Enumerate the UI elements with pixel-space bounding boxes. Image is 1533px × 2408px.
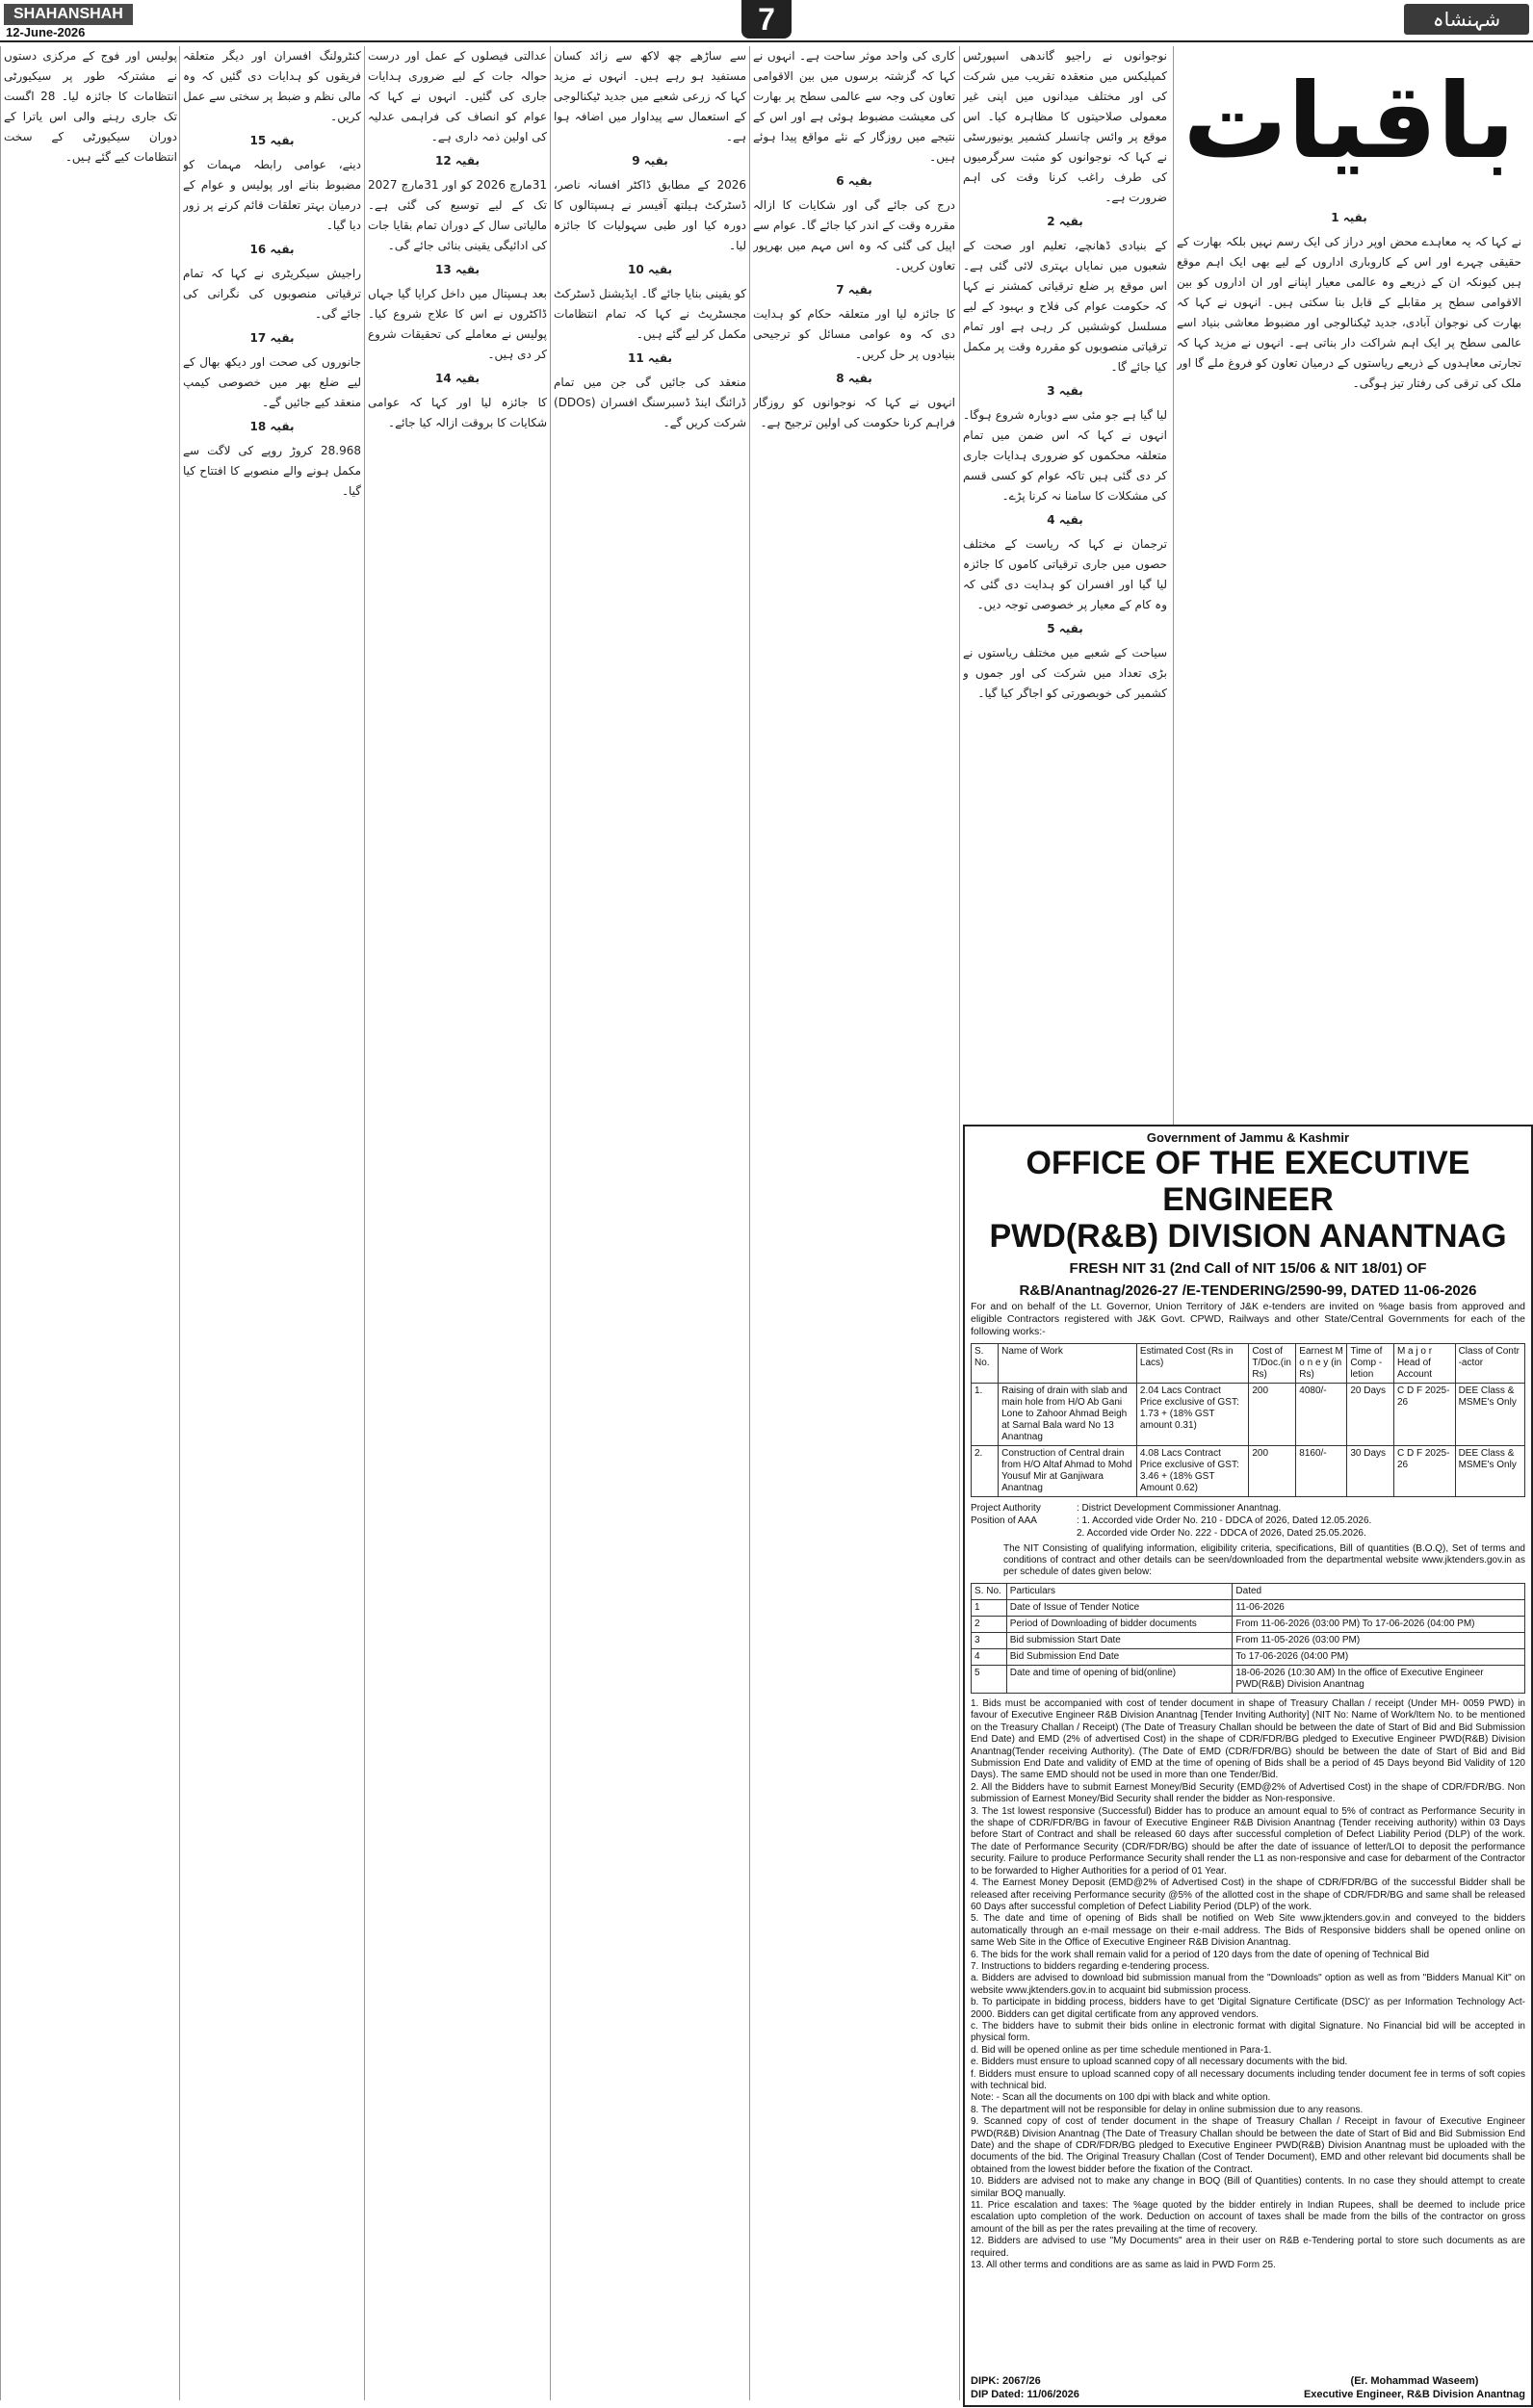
continuation-heading: بقیہ 9: [632, 154, 668, 168]
condition-item: f. Bidders must ensure to upload scanned copy of all necessary documents including tender document fee in terms of soft copies with technical bid.: [971, 2068, 1525, 2091]
continuation-heading: بقیہ 5: [1047, 622, 1083, 635]
authority-value: : District Development Commissioner Anantnag.: [1077, 1503, 1282, 1514]
schedule-cell: 2: [972, 1617, 1007, 1633]
continuation-heading: بقیہ 13: [435, 263, 480, 276]
article-text: نے کہا کہ یہ معاہدے محض اوپر دراز کی ایک رسم نہیں بلکہ بھارت کے حقیقی چہرے اور اس کے کاروباری اداروں کے لیے بھی ایک اہم موقع ہیں کیونکہ ان کے ذریعے وہ عالمی معیار اپنانے اور ان اداروں کو بین الاقوامی سطح پر مقابلے کے قابل بنا سکتی ہیں۔ انہوں نے کہا کہ بھارت کی نوجوان آبادی، جدید ٹیکنالوجی اور مضبوط معاشی بنیاد اسے عالمی سطح پر ایک اہم شراکت دار بناتی ہے۔ انہوں نے مزید کہا کہ تجارتی معاہدوں کے ذریعے ریاستوں کے درمیان تعاون کو فروغ ملے گا اور ملک کی ترقی کی رفتار تیز ہوگی۔: [1177, 235, 1521, 390]
schedule-cell: To 17-06-2026 (04:00 PM): [1233, 1649, 1525, 1666]
continuation-heading: بقیہ 4: [1047, 513, 1083, 527]
continuation-heading: بقیہ 8: [836, 372, 872, 385]
article-text: جانوروں کی صحت اور دیکھ بھال کے لیے ضلع بھر میں خصوصی کیمپ منعقد کیے جائیں گے۔: [183, 355, 361, 409]
conditions-list: [965, 1696, 1531, 2274]
continuation-heading: بقیہ 3: [1047, 384, 1083, 398]
article-text: درج کی جائے گی اور شکایات کا ازالہ مقررہ وقت کے اندر کیا جائے گا۔ عوام سے اپیل کی گئی کہ وہ اس مہم میں بھرپور تعاون کریں۔: [753, 198, 955, 272]
works-cell: DEE Class & MSME's Only: [1455, 1446, 1524, 1497]
schedule-cell: Date and time of opening of bid(online): [1006, 1666, 1233, 1694]
schedule-header-cell: Dated: [1233, 1584, 1525, 1600]
table-row: [972, 1666, 1525, 1694]
notice-division: PWD(R&B) DIVISION ANANTNAG: [989, 1218, 1507, 1255]
works-cell: 1.: [972, 1384, 999, 1446]
condition-item: 6. The bids for the work shall remain valid for a period of 120 days from the date of opening of Technical Bid: [971, 1949, 1430, 1960]
masthead-logo: شہنشاہ: [1404, 4, 1529, 35]
works-cell: DEE Class & MSME's Only: [1455, 1384, 1524, 1446]
works-cell: 2.: [972, 1446, 999, 1497]
article-text: انہوں نے کہا کہ نوجوانوں کو روزگار فراہم کرنا حکومت کی اولین ترجیح ہے۔: [753, 396, 955, 429]
article-text: دینے، عوامی رابطہ مہمات کو مضبوط بنانے اور پولیس و عوام کے درمیان بہتر تعلقات قائم کرنے پر زور دیا گیا۔: [183, 158, 361, 232]
section-title: باقیات: [1182, 62, 1516, 182]
column-divider: [0, 46, 1, 2400]
article-text: سیاحت کے شعبے میں مختلف ریاستوں نے بڑی تعداد میں شرکت کی اور جموں و کشمیر کی خوبصورتی کو اجاگر کیا گیا۔: [963, 646, 1167, 700]
table-row: [972, 1633, 1525, 1649]
works-cell: 200: [1249, 1446, 1296, 1497]
notice-fresh-nit: FRESH NIT 31 (2nd Call of NIT 15/06 & NIT 18/01) OF: [1069, 1260, 1427, 1277]
continuation-heading: بقیہ 17: [249, 331, 295, 345]
schedule-cell: 5: [972, 1666, 1007, 1694]
table-row: [972, 1446, 1525, 1497]
paper-name: SHAHANSHAH: [4, 4, 133, 25]
schedule-header-cell: S. No.: [972, 1584, 1007, 1600]
condition-item: 8. The department will not be responsible for delay in online submission due to any reasons.: [971, 2104, 1364, 2115]
signatory-name: (Er. Mohammad Waseem): [1350, 2375, 1479, 2387]
works-table: [971, 1343, 1525, 1497]
continuation-heading: بقیہ 10: [628, 263, 672, 276]
page-header: [0, 0, 1533, 42]
news-column: [554, 46, 746, 2400]
column-divider: [550, 46, 551, 2400]
schedule-cell: Bid submission Start Date: [1006, 1633, 1233, 1649]
notice-reference: R&B/Anantnag/2026-27 /E-TENDERING/2590-99, DATED 11-06-2026: [1019, 1282, 1477, 1299]
condition-item: 1. Bids must be accompanied with cost of tender document in shape of Treasury Challan / receipt (Under MH- 0059 PWD) in favour of Executive Engineer R&B Division Anantnag [Tender Inviting Authority] (NIT No: Name of Work/Item No. to be mentioned on the Treasury Challan / Receipt) (The Date of Treasury Challan should be between the date of Start of Bid and Bid Submission End Date) and EMD (2% of advertised Cost) in the shape of CDR/FDR/BG pledged to Executive Engineer PWD(R&B) Division Anantnag(Tender receiving Authority). (The Date of EMD (CDR/FDR/BG) should be between the date of Start of Bid and Bid Submission End Date and validity of EMD at the time of opening of Bids shall be a period of 45 Days beyond Bid Validity of 120 Days). The same EMD should not be used in more than one Tender/Bid.: [971, 1698, 1525, 1781]
column-divider: [749, 46, 750, 2400]
table-row: [972, 1649, 1525, 1666]
schedule-cell: 18-06-2026 (10:30 AM) In the office of Executive Engineer PWD(R&B) Division Anantnag: [1233, 1666, 1525, 1694]
news-column: [183, 46, 361, 2400]
dip-date: DIP Dated: 11/06/2026: [971, 2389, 1079, 2400]
continuation-heading: بقیہ 2: [1047, 215, 1083, 228]
article-text: منعقد کی جائیں گی جن میں تمام ڈرائنگ اینڈ ڈسبرسنگ افسران (DDOs) شرکت کریں گے۔: [554, 375, 746, 429]
position-value: : 1. Accorded vide Order No. 210 - DDCA of 2026, Dated 12.05.2026.: [1077, 1515, 1372, 1526]
article-text: کنٹرولنگ افسران اور دیگر متعلقہ فریقوں کو ہدایات دی گئیں کہ وہ مالی نظم و ضبط پر سختی سے عمل کریں۔: [183, 49, 361, 123]
schedule-cell: Date of Issue of Tender Notice: [1006, 1600, 1233, 1617]
article-text: پولیس اور فوج کے مرکزی دستوں نے مشترکہ طور پر سیکیورٹی انتظامات کا جائزہ لیا۔ 28 اگست تک جاری رہنے والی اس یاترا کے دوران سیکیورٹی کے سخت انتظامات کیے گئے ہیں۔: [4, 49, 177, 164]
condition-item: 9. Scanned copy of cost of tender document in the shape of Treasury Challan / Receipt in favour of Executive Engineer PWD(R&B) Division Anantnag (The Date of Treasury Challan should be between the date of Start of Bid and Bid Submission End Date) and the shape of CDR/FDR/BG pledged to Executive Engineer PWD(R&B) Division Anantnag must be uploaded with the documents of the bid. The Original Treasury Challan (Cost of Tender Document), EMD and other relevant bid documents shall be obtained from the lowest bidder before the fixation of the Contract.: [971, 2116, 1525, 2175]
schedule-table: [971, 1583, 1525, 1694]
signatory-title: Executive Engineer, R&B Division Anantnag: [1303, 2389, 1525, 2400]
notice-intro: For and on behalf of the Lt. Governor, Union Territory of J&K e-tenders are invited on %age basis from approved and eligible Contractors registered with J&K Govt. CPWD, Railways and other State/Central Governments for each of the following works:-: [971, 1301, 1525, 1337]
condition-item: Note: - Scan all the documents on 100 dpi with black and white option.: [971, 2092, 1271, 2104]
news-column: [368, 46, 547, 2400]
continuation-heading: بقیہ 15: [249, 134, 295, 147]
news-column: [753, 46, 955, 2400]
notice-office: OFFICE OF THE EXECUTIVE ENGINEER: [1026, 1145, 1470, 1218]
schedule-cell: 1: [972, 1600, 1007, 1617]
schedule-cell: 3: [972, 1633, 1007, 1649]
condition-item: 7. Instructions to bidders regarding e-tendering process.: [971, 1960, 1209, 1972]
continuation-heading: بقیہ 12: [435, 154, 480, 168]
news-column: [4, 46, 177, 2400]
article-text: بعد ہسپتال میں داخل کرایا گیا جہاں ڈاکٹروں نے اس کا علاج شروع کیا۔ پولیس نے معاملے کی تحقیقات شروع کر دی ہیں۔: [368, 287, 547, 361]
works-header-cell: Earnest M o n e y (in Rs): [1296, 1344, 1347, 1384]
works-cell: Construction of Central drain from H/O Altaf Ahmad to Mohd Yousuf Mir at Ganjiwara Anantnag: [999, 1446, 1137, 1497]
article-text: 28.968 کروڑ روپے کی لاگت سے مکمل ہونے والے منصوبے کا افتتاح کیا گیا۔: [183, 444, 361, 498]
condition-item: c. The bidders have to submit their bids online in electronic format with digital Signature. No Financial bid will be accepted in physical form.: [971, 2020, 1525, 2044]
article-text: ترجمان نے کہا کہ ریاست کے مختلف حصوں میں جاری ترقیاتی کاموں کا جائزہ لیا گیا اور افسران کو ہدایت دی گئی کہ وہ کام کے معیار پر خصوصی توجہ دیں۔: [963, 537, 1167, 611]
column-divider: [364, 46, 365, 2400]
condition-item: 5. The date and time of opening of Bids shall be notified on Web Site www.jktenders.gov.in and conveyed to the bidders automatically through an e-mail message on their e-mail address. The Bids of Responsive bidders shall be opened online on same Web Site in the Office of Executive Engineer R&B Division Anantnag.: [971, 1913, 1525, 1949]
condition-item: 2. All the Bidders have to submit Earnest Money/Bid Security (EMD@2% of Advertised Cost) in the shape of CDR/FDR/BG. Non submission of Earnest Money/Bid Security shall render the bidder as Non-responsive.: [971, 1781, 1525, 1805]
column-divider: [959, 46, 960, 2400]
works-cell: C D F 2025-26: [1393, 1446, 1455, 1497]
condition-item: 3. The 1st lowest responsive (Successful) Bidder has to produce an amount equal to 5% of contract as Performance Security in the shape of CDR/FDR/BG in favour of Executive Engineer R&B Division Anantnag (Tender receiving authority) within 03 Days before Start of Contract and shall be released 60 days after successful completion of Defect Liability Period (DLP) of the work. The date of Performance Security (CDR/FDR/BG) should be after the date of issuance of letter/LOI to deposit the performance security. Failure to produce Performance Security shall render the L1 as non-responsive and case for debarment of the Contractor to be forwarded to Higher Authorities for a period of 01 Year.: [971, 1805, 1525, 1877]
works-header-cell: M a j o r Head of Account: [1393, 1344, 1455, 1384]
condition-item: b. To participate in bidding process, bidders have to get 'Digital Signature Certificate (DSC)' as per Information Technology Act-2000. Bidders can get digital certificate from any approved vendors.: [971, 1997, 1525, 2020]
works-cell: Raising of drain with slab and main hole from H/O Ab Gani Lone to Zahoor Ahmad Beigh at Sarnal Bala ward No 13 Anantnag: [999, 1384, 1137, 1446]
schedule-table-header: [972, 1584, 1525, 1600]
nit-paragraph: The NIT Consisting of qualifying information, eligibility criteria, specifications, Bill of quantities (B.O.Q), Set of terms and conditions of contract and other details can be seen/downloaded from the departmental website www.jktenders.gov.in as per schedule of dates given below:: [1003, 1543, 1525, 1577]
authority-label: Project Authority: [971, 1503, 1041, 1514]
schedule-cell: Period of Downloading of bidder documents: [1006, 1617, 1233, 1633]
table-row: [972, 1384, 1525, 1446]
works-table-header: [972, 1344, 1525, 1384]
schedule-cell: 11-06-2026: [1233, 1600, 1525, 1617]
works-cell: 200: [1249, 1384, 1296, 1446]
continuation-heading: بقیہ 16: [249, 243, 295, 256]
table-row: [972, 1617, 1525, 1633]
article-text: نوجوانوں نے راجیو گاندھی اسپورٹس کمپلیکس میں منعقدہ تقریب میں شرکت کی اور مختلف میدانوں میں اپنی غیر معمولی صلاحیتوں کا مظاہرہ کیا۔ اس موقع پر وائس چانسلر کشمیر یونیورسٹی نے کہا کہ نوجوانوں کو مثبت سرگرمیوں کی طرف راغب کرنا وقت کی اہم ضرورت ہے۔: [963, 49, 1167, 204]
news-column: [963, 46, 1167, 1118]
works-cell: 4.08 Lacs Contract Price exclusive of GST: 3.46 + (18% GST Amount 0.62): [1136, 1446, 1248, 1497]
works-cell: C D F 2025-26: [1393, 1384, 1455, 1446]
position-label: Position of AAA: [971, 1515, 1037, 1526]
issue-date: 12-June-2026: [6, 25, 86, 39]
works-cell: 30 Days: [1347, 1446, 1394, 1497]
schedule-header-cell: Particulars: [1006, 1584, 1233, 1600]
article-text: کا جائزہ لیا اور کہا کہ عوامی شکایات کا بروقت ازالہ کیا جائے۔: [368, 396, 547, 429]
works-header-cell: Class of Contr -actor: [1455, 1344, 1524, 1384]
schedule-cell: Bid Submission End Date: [1006, 1649, 1233, 1666]
schedule-cell: From 11-05-2026 (03:00 PM): [1233, 1633, 1525, 1649]
article-text: کے بنیادی ڈھانچے، تعلیم اور صحت کے شعبوں میں نمایاں بہتری لائی گئی ہے۔ اس موقع پر ضلع ترقیاتی کمشنر نے کہا کہ حکومت عوام کی فلاح و بہبود کے لیے مسلسل کوششیں کر رہی ہے اور تمام ترقیاتی منصوبوں کو مقررہ وقت پر مکمل کیا جائے گا۔: [963, 239, 1167, 374]
condition-item: 12. Bidders are advised to use "My Documents" area in their user on R&B e-Tendering portal to store such documents as are required.: [971, 2236, 1525, 2259]
works-cell: 20 Days: [1347, 1384, 1394, 1446]
article-text: راجیش سیکریٹری نے کہا کہ تمام ترقیاتی منصوبوں کی نگرانی کی جائے گی۔: [183, 267, 361, 321]
article-text: عدالتی فیصلوں کے عمل اور درست حوالہ جات کے لیے ضروری ہدایات جاری کی گئیں۔ انہوں نے کہا کہ عوام کو انصاف کی فراہمی عدلیہ کی اولین ذمہ داری ہے۔: [368, 49, 547, 143]
article-text: لیا گیا ہے جو مئی سے دوبارہ شروع ہوگا۔ انہوں نے کہا کہ اس ضمن میں تمام متعلقہ محکموں کو ضروری ہدایات جاری کر دی گئی ہیں تاکہ عوام کو کسی قسم کی مشکلات کا سامنا نہ کرنا پڑے۔: [963, 408, 1167, 503]
article-text: 2026 کے مطابق ڈاکٹر افسانہ ناصر، ڈسٹرکٹ ہیلتھ آفیسر نے ہسپتالوں کا دورہ کیا اور طبی سہولیات کا جائزہ لیا۔: [554, 178, 746, 252]
header-rule: [0, 40, 1533, 42]
works-header-cell: Cost of T/Doc.(in Rs): [1249, 1344, 1296, 1384]
works-header-cell: S. No.: [972, 1344, 999, 1384]
article-text: سے ساڑھے چھ لاکھ سے زائد کسان مستفید ہو رہے ہیں۔ انہوں نے مزید کہا کہ زرعی شعبے میں جدید ٹیکنالوجی کے استعمال سے پیداوار میں اضافہ ہوا ہے۔: [554, 49, 746, 143]
dipk-number: DIPK: 2067/26: [971, 2375, 1041, 2387]
works-header-cell: Estimated Cost (Rs in Lacs): [1136, 1344, 1248, 1384]
article-text: 31مارچ 2026 کو اور 31مارچ 2027 تک کے لیے توسیع کی گئی ہے۔ مالیاتی سال کے دوران تمام بقایا جات کی ادائیگی یقینی بنائی جائے گی۔: [368, 178, 547, 252]
continuation-heading: بقیہ 18: [249, 420, 295, 433]
works-cell: 4080/-: [1296, 1384, 1347, 1446]
continuation-heading: بقیہ 7: [836, 283, 872, 297]
notice-footer: [971, 2374, 1525, 2401]
condition-item: 13. All other terms and conditions are as same as laid in PWD Form 25.: [971, 2260, 1276, 2271]
works-cell: 2.04 Lacs Contract Price exclusive of GST: 1.73 + (18% GST amount 0.31): [1136, 1384, 1248, 1446]
tender-notice: [963, 1125, 1533, 2407]
continuation-heading: بقیہ 14: [435, 372, 480, 385]
continuation-heading: بقیہ 1: [1331, 211, 1367, 224]
condition-item: 4. The Earnest Money Deposit (EMD@2% of Advertised Cost) in the shape of CDR/FDR/BG of the successful Bidder shall be released after receiving Performance security @5% of the allotted cost in the shape of CDR/FDR/BG and same shall be released 60 Days after successful completion of Defect Liability Period (DLP) of the work.: [971, 1877, 1525, 1912]
table-row: [972, 1600, 1525, 1617]
article-text: کاری کی واحد موثر ساحت ہے۔ انہوں نے کہا کہ گزشتہ برسوں میں بین الاقوامی تعاون کی وجہ سے عالمی سطح پر بھارت کی معیشت مضبوط ہوئی ہے اور اس کے نتیجے میں روزگار کے نئے مواقع پیدا ہوئے ہیں۔: [753, 49, 955, 164]
continuation-heading: بقیہ 11: [628, 351, 672, 365]
column-divider: [179, 46, 180, 2400]
continuation-heading: بقیہ 6: [836, 174, 872, 188]
condition-item: d. Bid will be opened online as per time schedule mentioned in Para-1.: [971, 2044, 1272, 2056]
condition-item: 10. Bidders are advised not to make any change in BOQ (Bill of Quantities) contents. In no case they should attempt to create similar BOQ manually.: [971, 2176, 1525, 2199]
condition-item: a. Bidders are advised to download bid submission manual from the "Downloads" option as well as from "Bidders Manual Kit" on website www.jktenders.gov.in to acquaint bid submission process.: [971, 1973, 1525, 1996]
notice-government: Government of Jammu & Kashmir: [1146, 1130, 1350, 1145]
condition-item: 11. Price escalation and taxes: The %age quoted by the bidder entirely in Indian Rupees, shall be deemed to include price escalation upto completion of the work. Deduction on account of taxes shall be made from the bills of the contractor on gross amount of the bill as per the rates prevailing at the time of recovery.: [971, 2200, 1525, 2235]
position-value: 2. Accorded vide Order No. 222 - DDCA of 2026, Dated 25.05.2026.: [1077, 1528, 1366, 1539]
article-text: کو یقینی بنایا جائے گا۔ ایڈیشنل ڈسٹرکٹ مجسٹریٹ نے کہا کہ تمام انتظامات مکمل کر لیے گئے ہیں۔: [554, 287, 746, 341]
works-header-cell: Time of Comp -letion: [1347, 1344, 1394, 1384]
condition-item: e. Bidders must ensure to upload scanned copy of all necessary documents with the bid.: [971, 2057, 1348, 2068]
authority-block: [965, 1500, 1531, 1541]
works-header-cell: Name of Work: [999, 1344, 1137, 1384]
works-cell: 8160/-: [1296, 1446, 1347, 1497]
schedule-cell: 4: [972, 1649, 1007, 1666]
article-text: کا جائزہ لیا اور متعلقہ حکام کو ہدایت دی کہ وہ عوامی مسائل کو ترجیحی بنیادوں پر حل کریں۔: [753, 307, 955, 361]
page-number: 7: [741, 0, 792, 39]
schedule-cell: From 11-06-2026 (03:00 PM) To 17-06-2026 (04:00 PM): [1233, 1617, 1525, 1633]
